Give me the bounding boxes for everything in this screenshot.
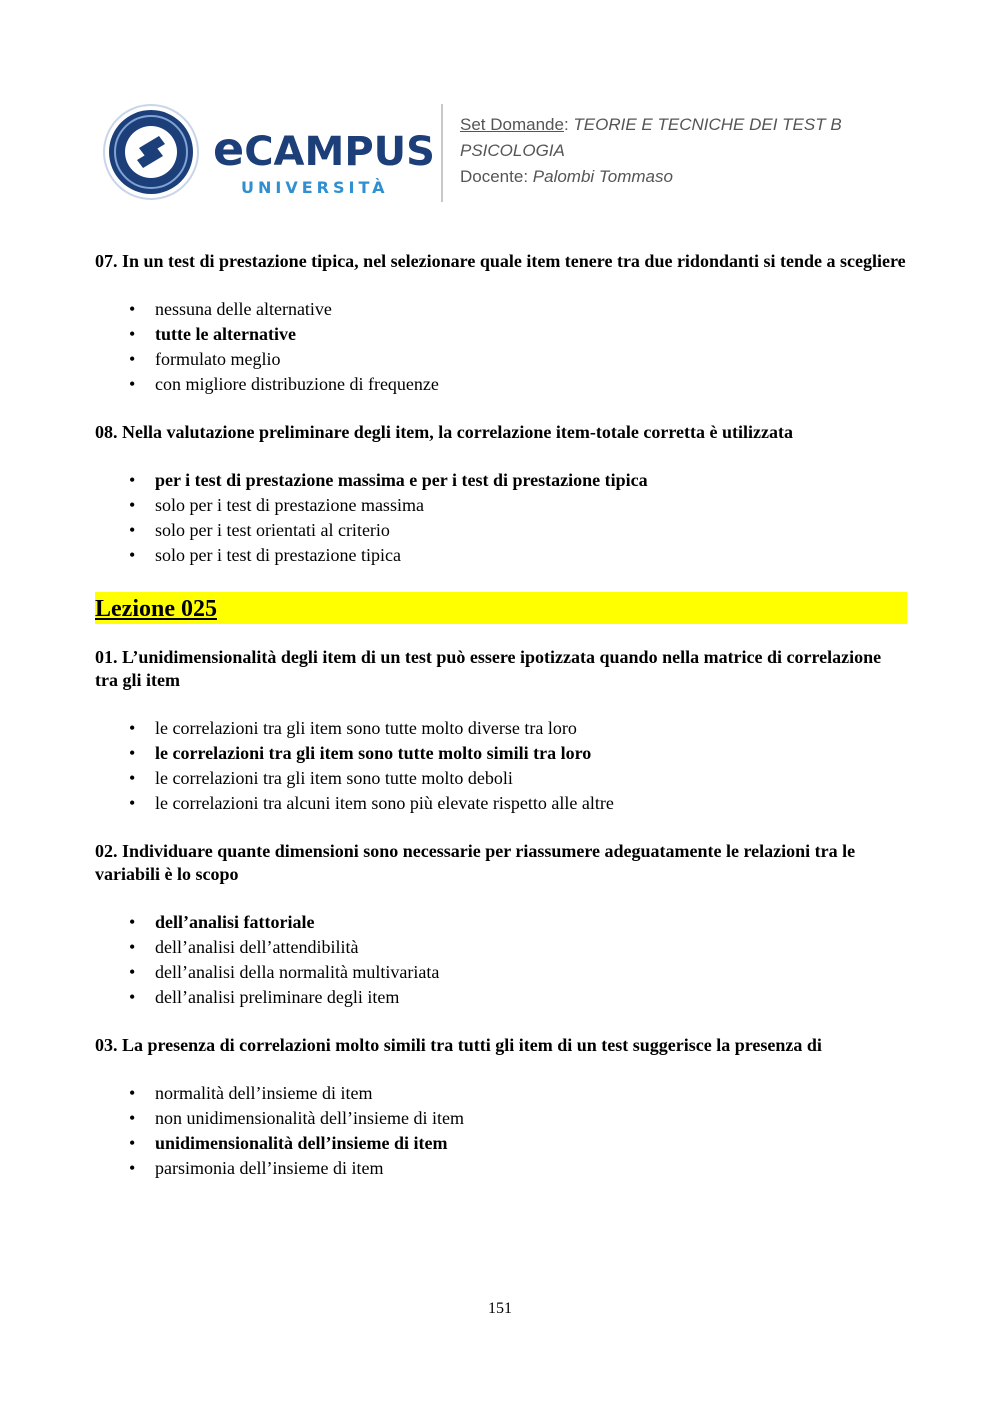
option-item — [95, 960, 907, 985]
option-correct — [95, 1131, 907, 1156]
lesson-heading — [95, 592, 907, 624]
bullet-icon: • — [129, 495, 136, 515]
options-list — [95, 1081, 907, 1181]
option-item — [95, 985, 907, 1010]
page-number: 151 — [488, 1300, 512, 1317]
option-item — [95, 1156, 907, 1181]
docente-label: Docente — [460, 167, 524, 186]
set-line: Set Domande: TEORIE E TECNICHE DEI TEST B — [460, 115, 842, 134]
bullet-icon: • — [129, 1083, 136, 1103]
option-item — [95, 372, 907, 397]
question-block — [95, 250, 907, 397]
set-value: TEORIE E TECNICHE DEI TEST B — [573, 115, 842, 134]
option-text: unidimensionalità dell’insieme di item — [155, 1133, 448, 1153]
option-item — [95, 518, 907, 543]
question-text: 01. L’unidimensionalità degli item di un test può essere ipotizzata quando nella matrice di correlazione tra gli item — [95, 647, 882, 690]
bullet-icon: • — [129, 470, 136, 490]
option-text: solo per i test di prestazione massima — [155, 495, 424, 515]
bullet-icon: • — [129, 793, 136, 813]
option-text: con migliore distribuzione di frequenze — [155, 374, 439, 394]
bullet-icon: • — [129, 1133, 136, 1153]
option-item — [95, 1106, 907, 1131]
option-text: dell’analisi preliminare degli item — [155, 987, 400, 1007]
option-text: solo per i test di prestazione tipica — [155, 545, 401, 565]
question-text: 03. La presenza di correlazioni molto simili tra tutti gli item di un test suggerisce la presenza di — [95, 1035, 822, 1055]
bullet-icon: • — [129, 912, 136, 932]
bullet-icon: • — [129, 299, 136, 319]
options-list — [95, 468, 907, 568]
option-text: parsimonia dell’insieme di item — [155, 1158, 384, 1178]
option-text: le correlazioni tra gli item sono tutte molto simili tra loro — [155, 743, 592, 763]
question-block — [95, 840, 907, 1010]
option-item — [95, 297, 907, 322]
option-correct — [95, 468, 907, 493]
option-item — [95, 347, 907, 372]
option-correct — [95, 910, 907, 935]
option-text: dell’analisi della normalità multivariata — [155, 962, 440, 982]
option-item — [95, 766, 907, 791]
docente-line: Docente: Palombi Tommaso — [460, 167, 673, 186]
option-text: le correlazioni tra gli item sono tutte molto diverse tra loro — [155, 718, 577, 738]
option-correct — [95, 322, 907, 347]
option-text: formulato meglio — [155, 349, 281, 369]
option-text: dell’analisi dell’attendibilità — [155, 937, 359, 957]
questions-block-a — [95, 250, 907, 568]
page-header — [103, 100, 903, 210]
bullet-icon: • — [129, 743, 136, 763]
bullet-icon: • — [129, 768, 136, 788]
set-label: Set Domande — [460, 115, 564, 134]
bullet-icon: • — [129, 374, 136, 394]
option-item — [95, 1081, 907, 1106]
option-item — [95, 716, 907, 741]
option-item — [95, 493, 907, 518]
bullet-icon: • — [129, 545, 136, 565]
option-text: per i test di prestazione massima e per i test di prestazione tipica — [155, 470, 648, 490]
options-list — [95, 297, 907, 397]
docente-value: Palombi Tommaso — [532, 167, 673, 186]
questions-block-b — [95, 646, 907, 1181]
option-text: solo per i test orientati al criterio — [155, 520, 390, 540]
option-item — [95, 791, 907, 816]
question-text: 08. Nella valutazione preliminare degli item, la correlazione item-totale corretta è utilizzata — [95, 422, 793, 442]
option-text: tutte le alternative — [155, 324, 296, 344]
bullet-icon: • — [129, 349, 136, 369]
header-info — [460, 112, 842, 190]
option-text: normalità dell’insieme di item — [155, 1083, 373, 1103]
option-text: le correlazioni tra alcuni item sono più elevate rispetto alle altre — [155, 793, 614, 813]
bullet-icon: • — [129, 1108, 136, 1128]
option-correct — [95, 741, 907, 766]
question-text: 02. Individuare quante dimensioni sono necessarie per riassumere adeguatamente le relazioni tra le variabili è lo scopo — [95, 841, 856, 884]
logo-wordmark: eCAMPUS — [213, 122, 435, 176]
bullet-icon: • — [129, 1158, 136, 1178]
logo-subtitle: UNIVERSITÀ — [241, 178, 389, 197]
options-list — [95, 910, 907, 1010]
bullet-icon: • — [129, 324, 136, 344]
bullet-icon: • — [129, 962, 136, 982]
set-value-line2: PSICOLOGIA — [460, 141, 565, 160]
bullet-icon: • — [129, 520, 136, 540]
page-content — [95, 250, 907, 1205]
option-item — [95, 935, 907, 960]
ecampus-seal-icon — [103, 104, 199, 200]
option-text: dell’analisi fattoriale — [155, 912, 315, 932]
bullet-icon: • — [129, 937, 136, 957]
question-text: 07. In un test di prestazione tipica, nel selezionare quale item tenere tra due ridondanti si tende a scegliere — [95, 251, 906, 271]
question-block — [95, 421, 907, 568]
question-block — [95, 646, 907, 816]
header-divider — [441, 104, 443, 202]
option-item — [95, 543, 907, 568]
bullet-icon: • — [129, 987, 136, 1007]
option-text: le correlazioni tra gli item sono tutte molto deboli — [155, 768, 513, 788]
lesson-title: Lezione 025 — [95, 596, 217, 622]
option-text: non unidimensionalità dell’insieme di item — [155, 1108, 464, 1128]
options-list — [95, 716, 907, 816]
question-block — [95, 1034, 907, 1181]
bullet-icon: • — [129, 718, 136, 738]
option-text: nessuna delle alternative — [155, 299, 332, 319]
